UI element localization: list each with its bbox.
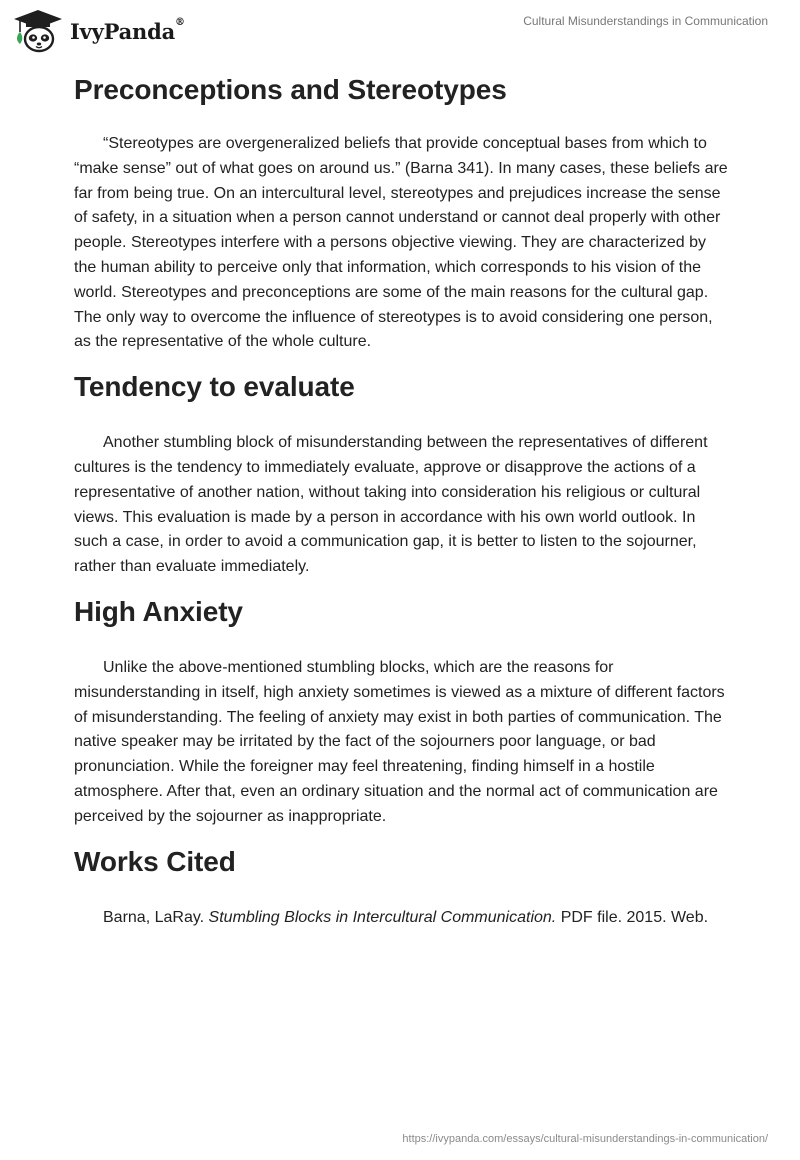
essay-content [74, 70, 730, 930]
ivypanda-logo[interactable] [12, 8, 185, 54]
section-heading-anxiety: High Anxiety [74, 595, 243, 627]
citation-author: Barna, LaRay. [103, 908, 205, 926]
brand-name: IvyPanda® [70, 16, 185, 44]
section-paragraph-evaluate: Another stumbling block of misunderstanding between the representatives of different cultures is the tendency to immediately evaluate, approve or disapprove the actions of a representative of another nation, without taking into consideration his religious or cultural views. This evaluation is made by a person in accordance with his own world outlook. In such a case, in order to avoid a communication gap, it is better to listen to the sojourner, rather than evaluate immediately. [74, 434, 708, 576]
works-cited-heading: Works Cited [74, 845, 236, 877]
panda-graduate-icon [12, 8, 64, 54]
citation-details: PDF file. 2015. Web. [560, 908, 709, 926]
citation-entry [74, 906, 730, 931]
document-title: Cultural Misunderstandings in Communication [523, 14, 768, 28]
source-url-link[interactable]: https://ivypanda.com/essays/cultural-misunderstandings-in-communication/ [402, 1133, 768, 1145]
citation-title: Stumbling Blocks in Intercultural Communication. [208, 908, 557, 926]
page-header [0, 0, 800, 64]
section-paragraph-stereotypes: “Stereotypes are overgeneralized beliefs that provide conceptual bases from which to “make sense” out of what goes on around us.” (Barna 341). In many cases, these beliefs are far from being true. On an intercultural level, stereotypes and prejudices increase the sense of safety, in a situation when a person cannot understand or cannot deal properly with other people. Stereotypes interfere with a persons objective viewing. They are characterized by the human ability to perceive only that information, which corresponds to his vision of the world. Stereotypes and preconceptions are some of the main reasons for the cultural gap. The only way to overcome the influence of stereotypes is to avoid considering one person, as the representative of the whole culture. [74, 135, 728, 351]
section-heading-stereotypes: Preconceptions and Stereotypes [74, 74, 507, 105]
section-paragraph-anxiety: Unlike the above-mentioned stumbling blocks, which are the reasons for misunderstanding in itself, high anxiety sometimes is viewed as a mixture of different factors of misunderstanding. The feeling of anxiety may exist in both parties of communication. The native speaker may be irritated by the fact of the sojourners poor language, or bad pronunciation. While the foreigner may feel threatening, finding himself in a hostile atmosphere. After that, even an ordinary situation and the normal act of communication are perceived by the sojourner as inappropriate. [74, 658, 725, 825]
section-heading-evaluate: Tendency to evaluate [74, 371, 355, 403]
registered-mark: ® [175, 16, 185, 28]
